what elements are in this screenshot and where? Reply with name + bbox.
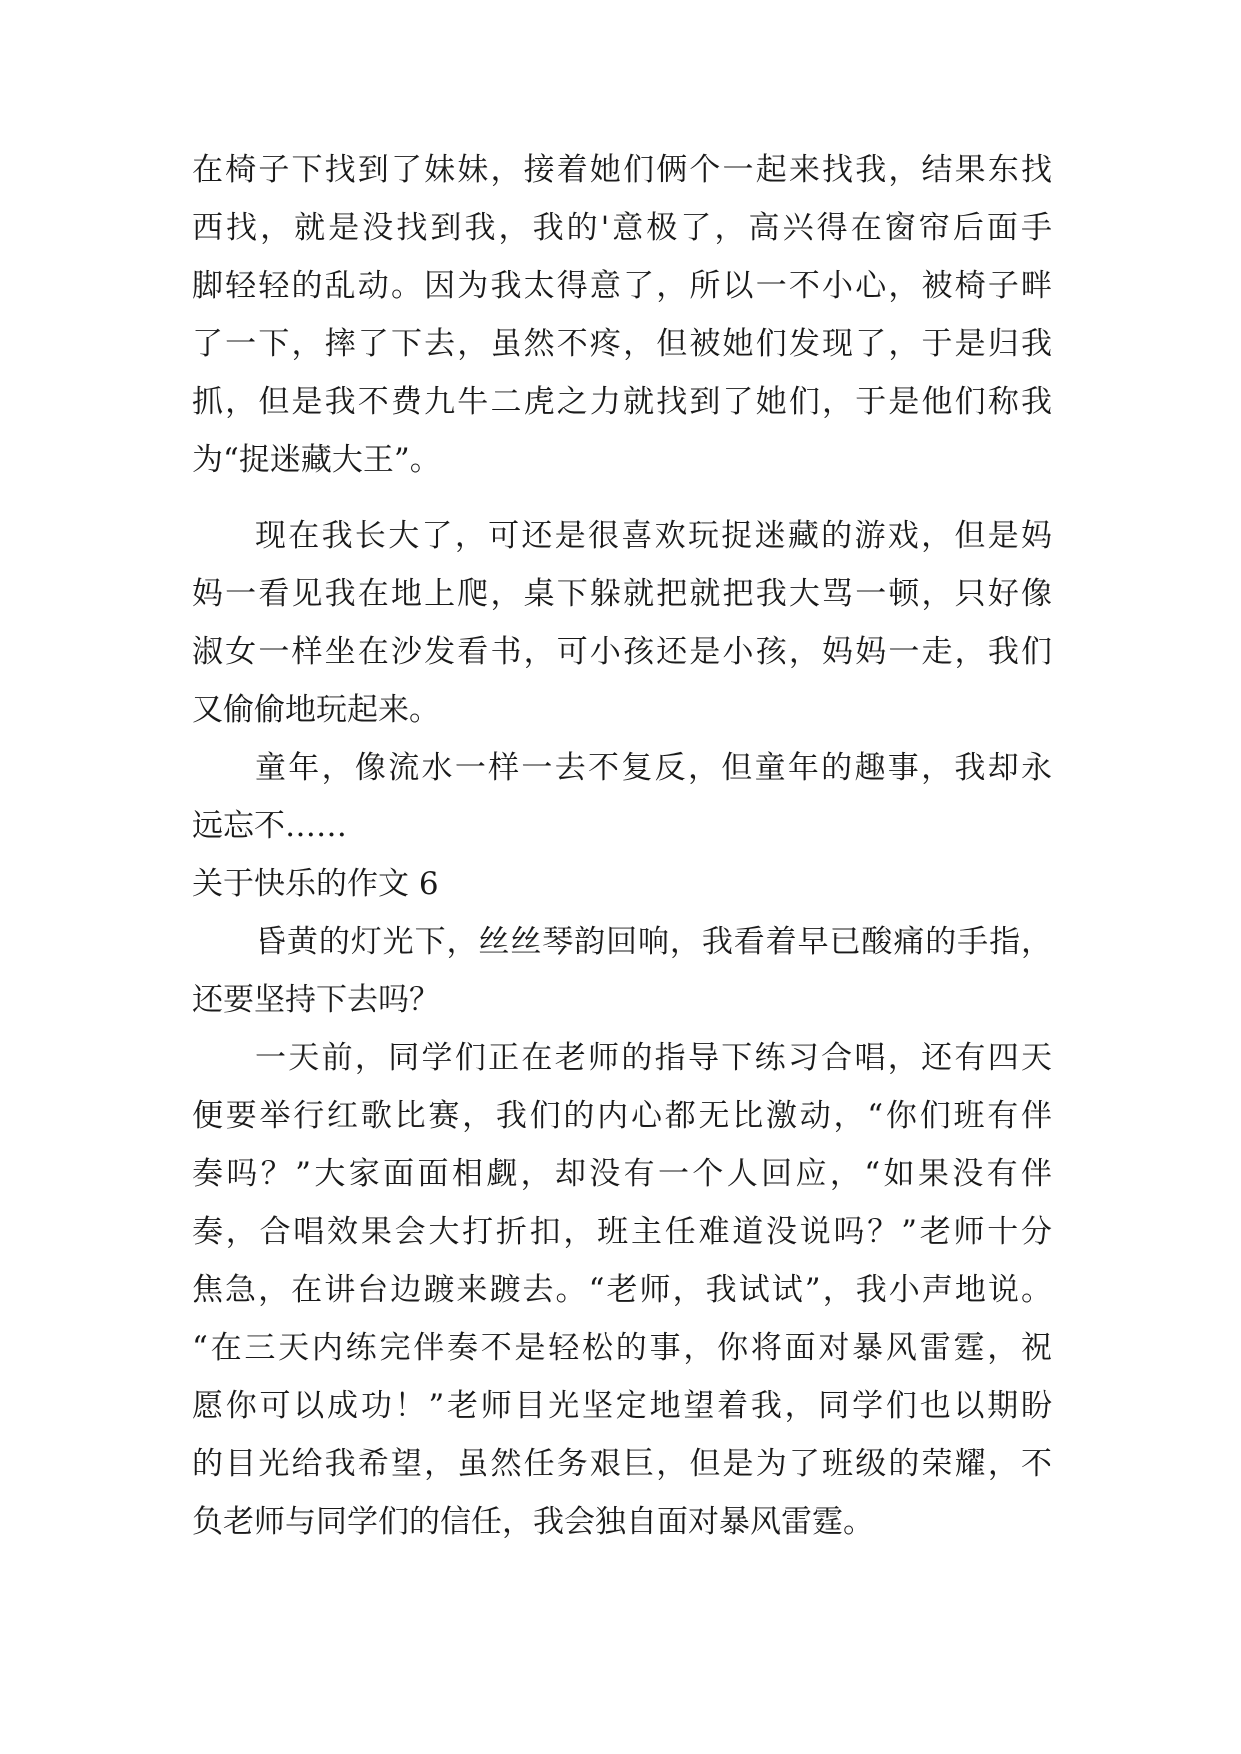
text-line: 淑女一样坐在沙发看书，可小孩还是小孩，妈妈一走，我们 xyxy=(192,634,1052,670)
text-line: 的目光给我希望，虽然任务艰巨，但是为了班级的荣耀，不 xyxy=(192,1446,1052,1482)
text-line: 现在我长大了，可还是很喜欢玩捉迷藏的游戏，但是妈 xyxy=(255,518,1052,554)
text-line: 又偷偷地玩起来。 xyxy=(192,692,440,728)
text-line: 妈一看见我在地上爬，桌下躲就把就把我大骂一顿，只好像 xyxy=(192,576,1052,612)
text-line: 童年，像流水一样一去不复反，但童年的趣事，我却永 xyxy=(255,750,1052,786)
text-line: 为“捉迷藏大王”。 xyxy=(192,442,441,478)
text-line: 愿你可以成功！”老师目光坚定地望着我，同学们也以期盼 xyxy=(192,1388,1052,1424)
text-line: “在三天内练完伴奏不是轻松的事，你将面对暴风雷霆，祝 xyxy=(192,1330,1052,1366)
text-line: 奏吗？”大家面面相觑，却没有一个人回应，“如果没有伴 xyxy=(192,1156,1052,1192)
text-line: 一天前，同学们正在老师的指导下练习合唱，还有四天 xyxy=(255,1040,1052,1076)
section-heading: 关于快乐的作文 6 xyxy=(192,866,439,902)
text-line: 奏，合唱效果会大打折扣，班主任难道没说吗？”老师十分 xyxy=(192,1214,1052,1250)
text-line: 还要坚持下去吗？ xyxy=(192,982,440,1018)
text-line: 脚轻轻的乱动。因为我太得意了，所以一不小心，被椅子畔 xyxy=(192,268,1052,304)
text-line: 焦急，在讲台边踱来踱去。“老师，我试试”，我小声地说。 xyxy=(192,1272,1052,1308)
text-line: 西找，就是没找到我，我的'意极了，高兴得在窗帘后面手 xyxy=(192,210,1052,246)
text-line: 了一下，摔了下去，虽然不疼，但被她们发现了，于是归我 xyxy=(192,326,1052,362)
text-line: 便要举行红歌比赛，我们的内心都无比激动，“你们班有伴 xyxy=(192,1098,1052,1134)
text-line: 远忘不…… xyxy=(192,808,347,844)
text-line: 在椅子下找到了妹妹，接着她们俩个一起来找我，结果东找 xyxy=(192,152,1052,188)
text-line: 昏黄的灯光下，丝丝琴韵回响，我看着早已酸痛的手指， xyxy=(255,924,1052,960)
text-line: 负老师与同学们的信任，我会独自面对暴风雷霆。 xyxy=(192,1504,874,1540)
text-line: 抓，但是我不费九牛二虎之力就找到了她们，于是他们称我 xyxy=(192,384,1052,420)
